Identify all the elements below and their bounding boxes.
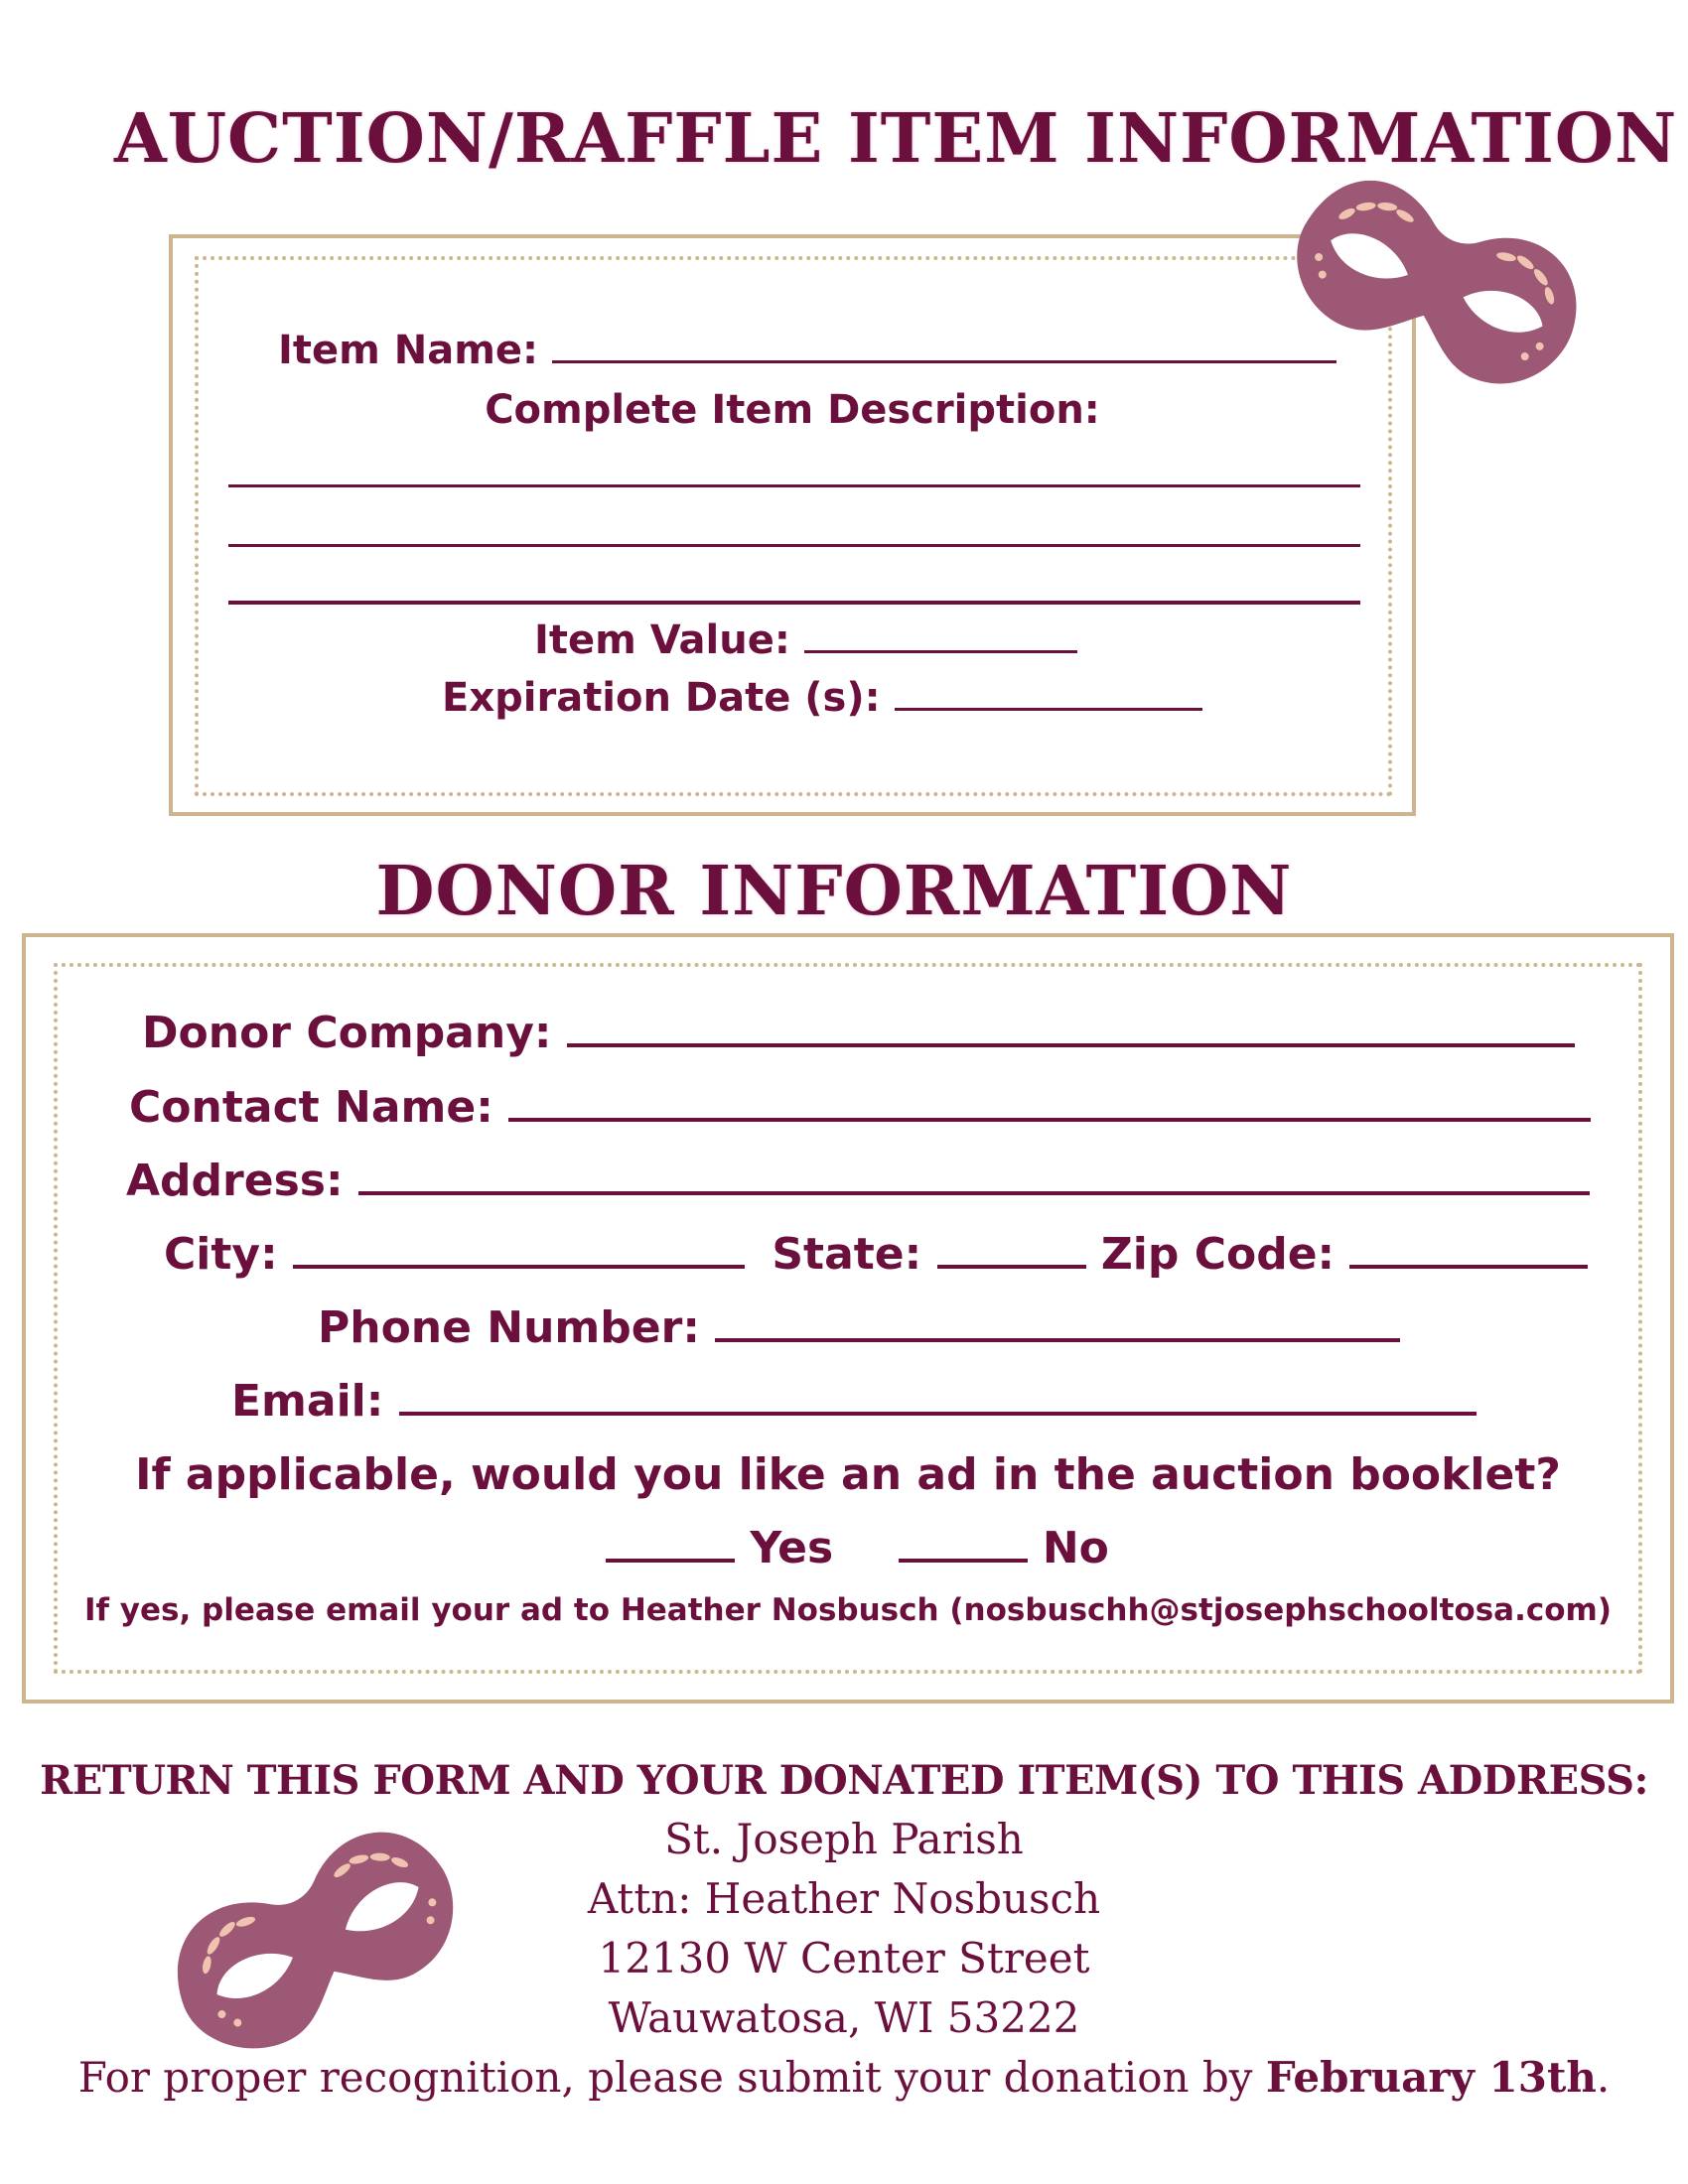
item-name-field [278, 328, 1336, 373]
email-field [231, 1376, 1477, 1427]
deadline-lead: For proper recognition, please submit your donation by [77, 2053, 1266, 2102]
zip-input[interactable] [1349, 1265, 1588, 1269]
donor-company-input[interactable] [567, 1043, 1575, 1047]
return-heading: RETURN THIS FORM AND YOUR DONATED ITEM(S) TO THIS ADDRESS: [40, 1757, 1648, 1804]
city-input[interactable] [293, 1265, 745, 1269]
description-line-1[interactable] [228, 484, 1360, 487]
city-label: City: [164, 1229, 278, 1280]
contact-name-input[interactable] [508, 1118, 1591, 1122]
ad-question: If applicable, would you like an ad in the auction booklet? [135, 1449, 1561, 1500]
address-input[interactable] [358, 1191, 1590, 1195]
address-line-1: St. Joseph Parish [664, 1815, 1024, 1863]
expiration-input[interactable] [895, 708, 1202, 711]
email-label: Email: [231, 1376, 384, 1427]
zip-label: Zip Code: [1100, 1229, 1336, 1280]
deadline-date: February 13th [1265, 2053, 1597, 2102]
description-line-3[interactable] [228, 601, 1360, 605]
contact-name-label: Contact Name: [129, 1082, 493, 1133]
deadline-end: . [1596, 2053, 1611, 2102]
city-state-zip-row [164, 1229, 1588, 1280]
address-line-3: 12130 W Center Street [598, 1934, 1090, 1982]
ad-choice-row [606, 1523, 1109, 1573]
donor-company-field [142, 1008, 1575, 1058]
expiration-label: Expiration Date (s): [442, 675, 881, 721]
item-value-field [534, 617, 1077, 663]
description-label: Complete Item Description: [485, 387, 1100, 433]
address-label: Address: [126, 1156, 344, 1206]
description-line-2[interactable] [228, 544, 1360, 547]
masquerade-mask-icon [159, 1817, 477, 2065]
phone-input[interactable] [715, 1338, 1400, 1342]
contact-name-field [129, 1082, 1591, 1133]
ad-email-note: If yes, please email your ad to Heather Nosbusch (nosbuschh@stjosephschooltosa.com) [83, 1592, 1613, 1628]
item-value-label: Item Value: [534, 617, 790, 663]
state-label: State: [772, 1229, 922, 1280]
item-value-input[interactable] [804, 650, 1077, 653]
yes-label: Yes [750, 1523, 834, 1573]
no-checkline[interactable] [899, 1559, 1028, 1563]
donor-company-label: Donor Company: [142, 1008, 552, 1058]
item-section-title: AUCTION/RAFFLE ITEM INFORMATION [114, 99, 1678, 179]
no-label: No [1042, 1523, 1109, 1573]
address-line-4: Wauwatosa, WI 53222 [608, 1993, 1080, 2042]
phone-field [318, 1302, 1400, 1353]
item-name-input[interactable] [552, 360, 1336, 363]
expiration-field [442, 675, 1202, 721]
state-input[interactable] [937, 1265, 1086, 1269]
phone-label: Phone Number: [318, 1302, 700, 1353]
address-line-2: Attn: Heather Nosbusch [587, 1874, 1101, 1923]
item-name-label: Item Name: [278, 328, 539, 373]
address-field [126, 1156, 1590, 1206]
donor-section-title: DONOR INFORMATION [375, 852, 1293, 931]
email-input[interactable] [399, 1412, 1477, 1416]
yes-checkline[interactable] [606, 1559, 735, 1563]
